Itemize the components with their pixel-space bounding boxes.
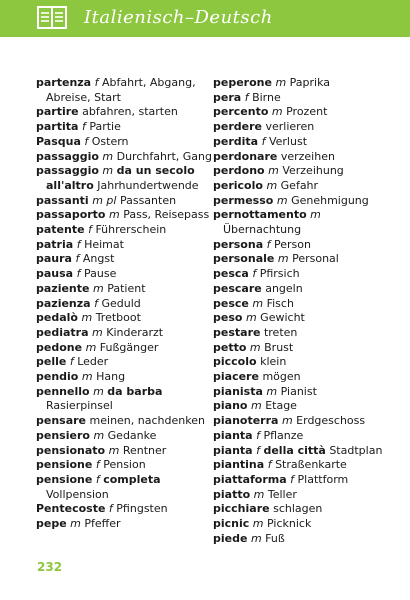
translation: Hang (96, 370, 126, 384)
dictionary-entry (213, 76, 391, 91)
grammar-label: f (266, 237, 271, 251)
dictionary-entry (36, 267, 214, 282)
translation: Angst (82, 252, 115, 266)
grammar-label: m (250, 399, 262, 413)
translation: Birne (252, 90, 281, 104)
translation: Fuß (265, 531, 285, 545)
translation: Pflanze (263, 428, 304, 442)
grammar-label: m (252, 296, 264, 310)
translation: Patient (107, 281, 146, 295)
translation: Gedanke (107, 428, 157, 442)
dictionary-entry (36, 105, 214, 120)
dictionary-column-right (213, 76, 391, 547)
headword: piantina (213, 458, 265, 472)
dictionary-entry (36, 238, 214, 253)
headword-phrase: completa (103, 472, 161, 486)
headword: percento (213, 105, 269, 119)
headword: pedalò (36, 311, 78, 325)
dictionary-entry (36, 414, 214, 429)
dictionary-entry (213, 385, 391, 400)
translation: Verzeihung (282, 164, 344, 178)
grammar-label: f (69, 355, 74, 369)
translation: schlagen (273, 502, 323, 516)
grammar-label: m (249, 340, 261, 354)
grammar-label: m (93, 428, 105, 442)
headword: pausa (36, 267, 74, 281)
headword: partita (36, 120, 79, 134)
grammar-label: f (244, 90, 249, 104)
dictionary-entry (213, 238, 391, 253)
translation: Plattform (297, 472, 349, 486)
dictionary-entry (36, 385, 214, 414)
headword: passaporto (36, 208, 106, 222)
grammar-label: m (253, 487, 265, 501)
dictionary-entry (213, 326, 391, 341)
translation: Genehmigung (291, 193, 369, 207)
grammar-label: f (290, 472, 295, 486)
grammar-label: f (95, 472, 100, 486)
dictionary-entry (213, 532, 391, 547)
translation: Leder (77, 355, 109, 369)
headword: persona (213, 237, 264, 251)
grammar-label: m (281, 414, 293, 428)
translation: Passanten (119, 193, 177, 207)
grammar-label: f (94, 296, 98, 310)
translation: Fußgänger (99, 340, 159, 354)
grammar-label: m (70, 517, 81, 531)
translation: Picknick (267, 517, 312, 531)
dictionary-entry (36, 223, 214, 238)
dictionary-entry (213, 208, 391, 237)
dictionary-entry (213, 164, 391, 179)
dictionary-entry (213, 91, 391, 106)
headword: petto (213, 340, 247, 354)
grammar-label: m (108, 443, 120, 457)
translation: Rasierpinsel (46, 399, 113, 413)
headword: pesce (213, 296, 249, 310)
translation: Gefahr (280, 178, 319, 192)
translation: Vollpension (46, 487, 109, 501)
dictionary-entry (213, 267, 391, 282)
headword: paziente (36, 281, 90, 295)
grammar-label: m (266, 178, 278, 192)
dictionary-entry (36, 76, 214, 105)
page-number: 232 (37, 560, 63, 574)
grammar-label: m pl (92, 193, 117, 207)
dictionary-entry (213, 399, 391, 414)
headword-phrase: da barba (107, 384, 163, 398)
headword: picnic (213, 517, 250, 531)
translation: mögen (262, 370, 301, 384)
dictionary-entry (36, 458, 214, 473)
headword: pericolo (213, 178, 263, 192)
headword: personale (213, 252, 275, 266)
dictionary-entry (36, 150, 214, 165)
grammar-label: f (81, 120, 86, 134)
dictionary-entry (213, 488, 391, 503)
headword: piatto (213, 487, 251, 501)
grammar-label: m (310, 208, 321, 222)
translation: Teller (267, 487, 297, 501)
headword: piccolo (213, 355, 257, 369)
translation: treten (263, 325, 298, 339)
headword: pensione (36, 458, 93, 472)
dictionary-entry (213, 414, 391, 429)
translation: abfahren, starten (82, 105, 178, 119)
grammar-label: f (267, 458, 272, 472)
headword: patente (36, 223, 85, 237)
grammar-label: m (81, 311, 93, 325)
grammar-label: f (88, 223, 92, 237)
translation: Stadtplan (329, 443, 383, 457)
headword: patria (36, 237, 74, 251)
headword: pensare (36, 414, 87, 428)
headword: peperone (213, 76, 272, 89)
dictionary-entry (213, 135, 391, 150)
headword-phrase: da un secolo all'altro (46, 164, 195, 192)
translation: Etage (265, 399, 297, 413)
headword: pendio (36, 370, 79, 384)
translation: Geduld (101, 296, 141, 310)
headword: perdono (213, 164, 265, 178)
grammar-label: f (75, 252, 80, 266)
page-header (0, 0, 410, 37)
headword: pelle (36, 355, 67, 369)
dictionary-entry (213, 120, 391, 135)
headword: pesca (213, 267, 249, 281)
dictionary-entry (213, 458, 391, 473)
translation: angeln (265, 281, 303, 295)
translation: Paprika (289, 76, 331, 89)
dictionary-entry (36, 341, 214, 356)
dictionary-entry (36, 164, 214, 193)
translation: Heimat (84, 237, 124, 251)
dictionary-entry (36, 282, 214, 297)
book-icon (37, 6, 67, 29)
grammar-label: f (256, 443, 260, 457)
grammar-label: f (76, 237, 81, 251)
headword: perdere (213, 120, 262, 134)
headword: pensionato (36, 443, 106, 457)
dictionary-entry (36, 135, 214, 150)
translation: verzeihen (280, 149, 335, 163)
translation: Gewicht (260, 311, 305, 325)
grammar-label: f (94, 76, 99, 89)
grammar-label: m (102, 149, 114, 163)
headword: pianta (213, 428, 253, 442)
headword: pediatra (36, 325, 89, 339)
dictionary-entry (213, 370, 391, 385)
grammar-label: f (261, 134, 266, 148)
translation: Übernachtung (223, 223, 302, 237)
headword-phrase: della città (263, 443, 326, 457)
translation: Kinderarzt (106, 325, 164, 339)
grammar-label: m (252, 517, 264, 531)
dictionary-entry (36, 311, 214, 326)
headword: partenza (36, 76, 92, 89)
translation: Person (274, 237, 311, 251)
translation: Rentner (122, 443, 167, 457)
headword: picchiare (213, 502, 270, 516)
translation: Personal (292, 252, 339, 266)
headword: piacere (213, 370, 259, 384)
translation: Straßenkarte (275, 458, 347, 472)
dictionary-entry (36, 429, 214, 444)
headword: piano (213, 399, 248, 413)
dictionary-entry (213, 473, 391, 488)
headword: piattaforma (213, 472, 287, 486)
headword: perdita (213, 134, 259, 148)
headword: perdonare (213, 149, 278, 163)
grammar-label: m (92, 281, 104, 295)
dictionary-entry (213, 517, 391, 532)
headword: pianta (213, 443, 253, 457)
grammar-label: f (76, 267, 81, 281)
headword: Pasqua (36, 134, 81, 148)
grammar-label: m (271, 105, 283, 119)
grammar-label: m (250, 531, 262, 545)
grammar-label: f (95, 458, 100, 472)
dictionary-entry (213, 297, 391, 312)
translation: meinen, nachdenken (89, 414, 205, 428)
dictionary-entry (36, 326, 214, 341)
dictionary-entry (213, 194, 391, 209)
headword: paura (36, 252, 72, 266)
translation: Erdgeschoss (296, 414, 366, 428)
dictionary-entry (36, 355, 214, 370)
dictionary-entry (213, 252, 391, 267)
headword: pianoterra (213, 414, 279, 428)
headword: pennello (36, 384, 90, 398)
grammar-label: m (109, 208, 120, 222)
headword: pestare (213, 325, 261, 339)
dictionary-entry (36, 444, 214, 459)
dictionary-entry (36, 502, 214, 517)
dictionary-entry (36, 120, 214, 135)
dictionary-entry (213, 341, 391, 356)
page-title: Italienisch–Deutsch (84, 7, 273, 28)
headword: pernottamento (213, 208, 307, 222)
headword: passaggio (36, 149, 99, 163)
grammar-label: m (85, 340, 97, 354)
grammar-label: m (277, 252, 289, 266)
dictionary-entry (213, 355, 391, 370)
headword: partire (36, 105, 79, 119)
translation: Pfingsten (116, 502, 168, 516)
translation: Jahrhundertwende (97, 178, 199, 192)
grammar-label: m (275, 76, 287, 89)
dictionary-entry (213, 105, 391, 120)
headword: pera (213, 90, 242, 104)
grammar-label: f (84, 134, 89, 148)
translation: Durchfahrt, Gang (116, 149, 212, 163)
headword: pensiero (36, 428, 90, 442)
headword: pazienza (36, 296, 91, 310)
headword: pianista (213, 384, 263, 398)
grammar-label: m (102, 164, 114, 178)
grammar-label: m (93, 384, 104, 398)
dictionary-entry (213, 502, 391, 517)
dictionary-entry (36, 194, 214, 209)
translation: Partie (89, 120, 121, 134)
grammar-label: m (268, 164, 279, 178)
translation: Pfeffer (84, 517, 121, 531)
dictionary-entry (36, 517, 214, 532)
headword: pedone (36, 340, 83, 354)
dictionary-entry (213, 444, 391, 459)
translation: Tretboot (95, 311, 141, 325)
grammar-label: m (92, 325, 103, 339)
grammar-label: m (81, 370, 93, 384)
translation: Prozent (286, 105, 328, 119)
translation: Pause (83, 267, 117, 281)
translation: Abfahrt, Abgang, Abreise, Start (46, 76, 196, 104)
dictionary-entry (213, 282, 391, 297)
headword: peso (213, 311, 243, 325)
translation: Ostern (91, 134, 129, 148)
headword: piede (213, 531, 248, 545)
grammar-label: m (266, 384, 278, 398)
headword: pepe (36, 517, 67, 531)
grammar-label: f (108, 502, 113, 516)
dictionary-entry (213, 150, 391, 165)
grammar-label: f (252, 267, 257, 281)
translation: verlieren (265, 120, 315, 134)
dictionary-entry (213, 429, 391, 444)
dictionary-entry (36, 297, 214, 312)
translation: Pass, Reisepass (123, 208, 210, 222)
dictionary-entry (213, 311, 391, 326)
translation: Pianist (280, 384, 317, 398)
headword: passaggio (36, 164, 99, 178)
grammar-label: m (276, 193, 288, 207)
translation: Brust (264, 340, 294, 354)
translation: Pfirsich (259, 267, 300, 281)
translation: Fisch (266, 296, 294, 310)
dictionary-column-left (36, 76, 214, 532)
headword: permesso (213, 193, 274, 207)
dictionary-entry (36, 252, 214, 267)
grammar-label: m (245, 311, 257, 325)
translation: klein (260, 355, 287, 369)
headword: Pentecoste (36, 502, 106, 516)
translation: Verlust (268, 134, 308, 148)
dictionary-entry (36, 370, 214, 385)
dictionary-entry (213, 179, 391, 194)
grammar-label: f (256, 428, 260, 442)
headword: passanti (36, 193, 89, 207)
translation: Führerschein (95, 223, 167, 237)
headword: pensione (36, 472, 93, 486)
dictionary-entry (36, 473, 214, 502)
dictionary-entry (36, 208, 214, 223)
translation: Pension (103, 458, 146, 472)
headword: pescare (213, 281, 262, 295)
